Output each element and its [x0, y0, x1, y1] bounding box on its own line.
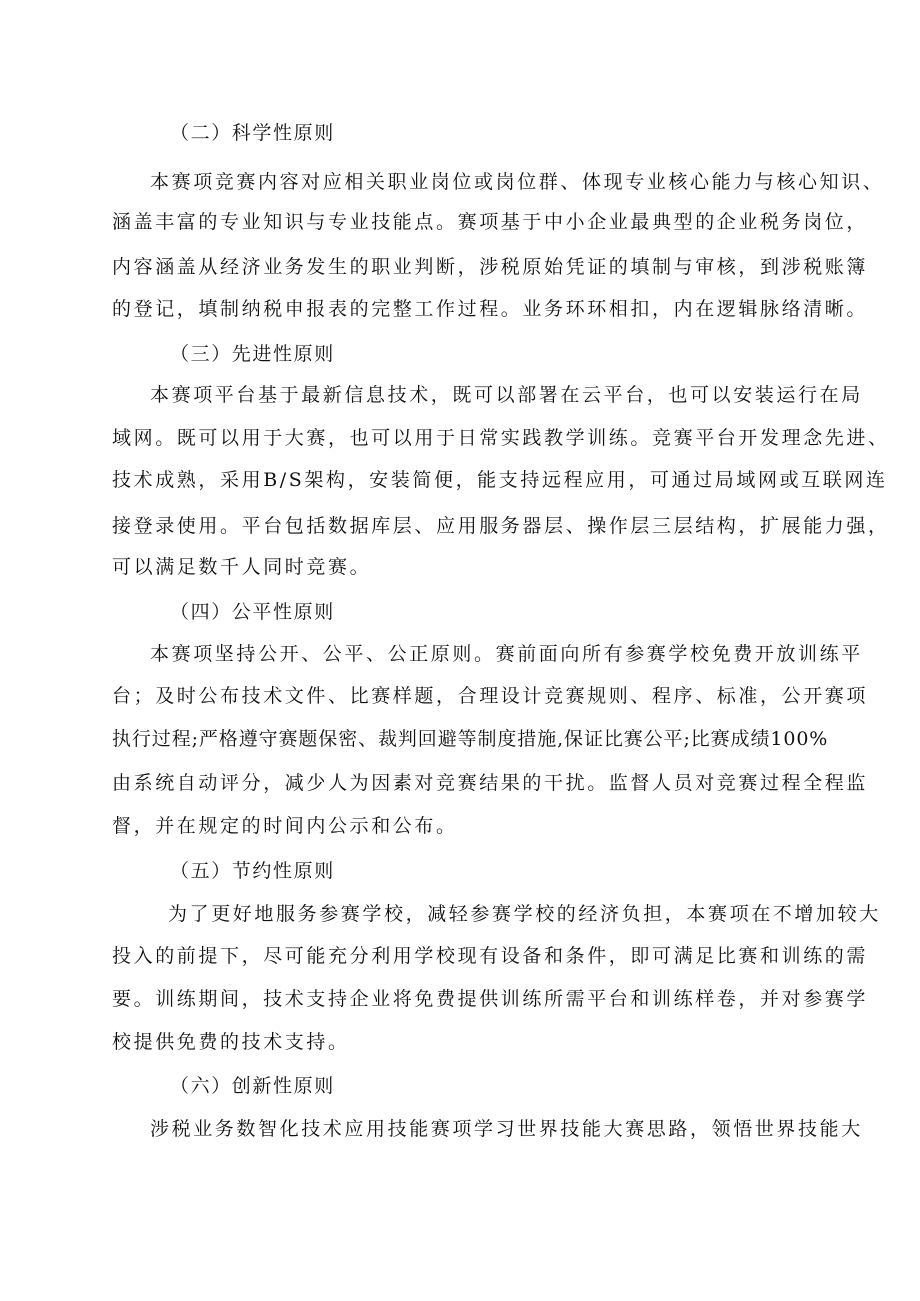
paragraph-line: 可以满足数千人同时竞赛。 [112, 556, 372, 578]
section-heading-3: （三）先进性原则 [170, 343, 335, 365]
paragraph-line: 域网。既可以用于大赛，也可以用于日常实践教学训练。竞赛平台开发理念先进、 [112, 427, 890, 449]
section-heading-6: （六）创新性原则 [170, 1075, 335, 1097]
paragraph-line: 为了更好地服务参赛学校，减轻参赛学校的经济负担，本赛项在不增加较大 [168, 903, 881, 925]
paragraph-line: 校提供免费的技术支持。 [112, 1031, 350, 1053]
section-heading-4: （四）公平性原则 [170, 601, 335, 623]
paragraph-line: 内容涵盖从经济业务发生的职业判断，涉税原始凭证的填制与审核，到涉税账簿 [112, 256, 869, 278]
section-heading-5: （五）节约性原则 [170, 860, 335, 882]
paragraph-line: 技术成熟，采用B/S架构，安装简便，能支持远程应用，可通过局域网或互联网连 [112, 469, 888, 491]
paragraph-line: 督，并在规定的时间内公示和公布。 [112, 815, 458, 837]
paragraph-line: 台；及时公布技术文件、比赛样题，合理设计竞赛规则、程序、标准，公开赛项 [112, 685, 869, 707]
paragraph-line: 涵盖丰富的专业知识与专业技能点。赛项基于中小企业最典型的企业税务岗位， [112, 211, 869, 233]
paragraph-line: 涉税业务数智化技术应用技能赛项学习世界技能大赛思路，领悟世界技能大 [150, 1118, 863, 1140]
paragraph-line: 投入的前提下，尽可能充分利用学校现有设备和条件，即可满足比赛和训练的需 [112, 945, 869, 967]
paragraph-line: 的登记，填制纳税申报表的完整工作过程。业务环环相扣，内在逻辑脉络清晰。 [112, 298, 869, 320]
paragraph-line: 执行过程;严格遵守赛题保密、裁判回避等制度措施,保证比赛公平;比赛成绩100% [112, 728, 829, 750]
paragraph-line: 由系统自动评分，减少人为因素对竞赛结果的干扰。监督人员对竞赛过程全程监 [112, 772, 869, 794]
paragraph-line: 接登录使用。平台包括数据库层、应用服务器层、操作层三层结构，扩展能力强， [112, 515, 890, 537]
paragraph-line: 要。训练期间，技术支持企业将免费提供训练所需平台和训练样卷，并对参赛学 [112, 988, 869, 1010]
paragraph-line: 本赛项竞赛内容对应相关职业岗位或岗位群、体现专业核心能力与核心知识、 [150, 171, 885, 193]
paragraph-line: 本赛项平台基于最新信息技术，既可以部署在云平台，也可以安装运行在局 [150, 384, 863, 406]
paragraph-line: 本赛项坚持公开、公平、公正原则。赛前面向所有参赛学校免费开放训练平 [150, 643, 863, 665]
section-heading-2: （二）科学性原则 [170, 122, 335, 144]
